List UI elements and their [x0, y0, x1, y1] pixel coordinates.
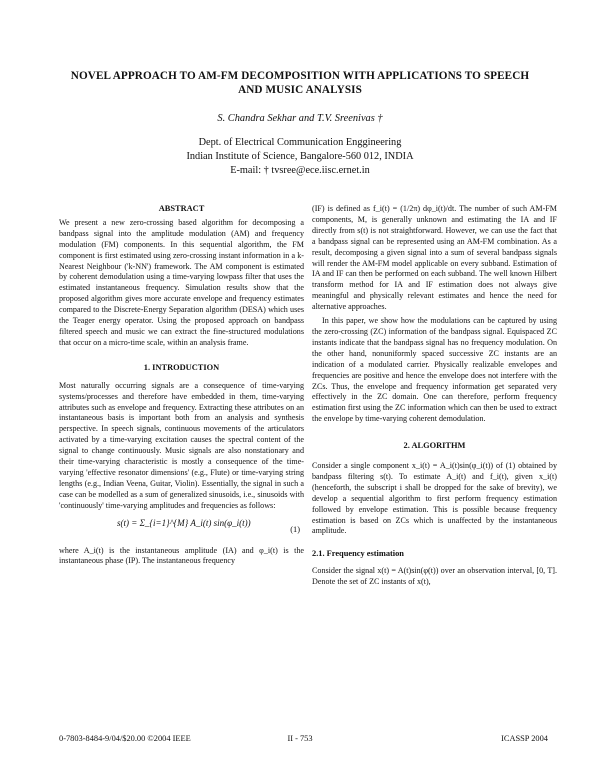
introduction-text: Most naturally occurring signals are a consequence of time-varying systems/processes and therefore have embedded in them, time-varying attributes such as envelope and frequency. Extracting these attributes on an instantaneous basis is important both from an analysis and synthesis perspective. In speech signals, continuous movements of the articulators activated by a time-varying excitation causes the spectral content of the signal to change continuously. Music signals are also nonstationary and their time-varying characteristic is mostly a consequence of the time-varying 'effective resonator dimensions' (e.g., Flute) or time-varying string lengths (e.g., Indian Veena, Guitar, Violin). Essentially, the signal in such a case can be modelled as a sum of generalized sinusoids, i.e., sinusoids with 'continuously' time-varying amplitudes and frequencies as follows: — [59, 380, 304, 510]
abstract-heading: ABSTRACT — [158, 204, 205, 213]
equation-1-formula: s(t) = Σ_{i=1}^{M} A_i(t) sin(φ_i(t)) — [117, 517, 251, 528]
left-column — [59, 204, 304, 567]
affiliation-institute: Indian Institute of Science, Bangalore-560 012, INDIA — [186, 151, 414, 162]
footer-copyright: 0-7803-8484-9/04/$20.00 ©2004 IEEE — [59, 734, 191, 743]
algorithm-text: Consider a single component x_i(t) = A_i(t)sin(φ_i(t)) of (1) obtained by bandpass filtering s(t). To estimate A_i(t) and f_i(t), given x_i(t) (henceforth, the subscript i shall be dropped for the sake of brevity), we develop a sequential algorithm to first perform frequency estimation followed by envelope estimation. This is possible because frequency estimation is based on ZCs which is unaffected by the instantaneous amplitude. — [312, 461, 557, 536]
title-line-1: NOVEL APPROACH TO AM-FM DECOMPOSITION WITH APPLICATIONS TO SPEECH — [70, 70, 530, 82]
zc-paragraph: In this paper, we show how the modulations can be captured by using the zero-crossing (ZC) information of the bandpass signal. Equispaced ZC instants indicate that the bandpass signal has no frequency modulation. On the other hand, nonuniformly spaced successive ZC instants are an indication of a modulated carrier. Physically realizable envelopes and frequencies are positive and hence the envelope does not interfere with the ZCs. Thus, the envelope and frequency information get separated very effectively in the ZC domain. One can therefore, perform frequency estimation first using the ZC information which can then be used to extract the envelope by time-varying coherent demodulation. — [312, 316, 557, 424]
equation-1 — [59, 512, 304, 546]
title-line-2: AND MUSIC ANALYSIS — [238, 84, 362, 96]
authors: S. Chandra Sekhar and T.V. Sreenivas † — [217, 113, 383, 124]
footer-page-number: II - 753 — [287, 734, 313, 743]
affiliation-dept: Dept. of Electrical Communication Enggineering — [198, 137, 402, 148]
post-equation-text: where A_i(t) is the instantaneous amplitude (IA) and φ_i(t) is the instantaneous phase (IP). The instantaneous frequency — [59, 545, 304, 566]
equation-1-number: (1) — [290, 524, 300, 534]
right-column — [312, 204, 557, 588]
paper-title — [40, 69, 560, 97]
algorithm-heading: 2. ALGORITHM — [403, 441, 466, 451]
abstract-text: We present a new zero-crossing based algorithm for decomposing a bandpass signal into the amplitude modulation (AM) and frequency modulation (FM) components. In this sequential algorithm, the FM component is first estimated using zero-crossing instant information in a k-Nearest Neighbour ('k-NN') framework. The AM component is estimated by coherent demodulation using a time-varying lowpass filter that uses the estimated instantaneous frequency. Simulation results show that the proposed algorithm gives more accurate envelope and frequency estimates compared to the Discrete-Energy Separation algorithm (DESA) which uses the Teager energy operator. Using the proposed approach on bandpass filtered speech and music we can extract the fine-structured modulations that occur on a micro-time scale, within an analysis frame. — [59, 217, 304, 347]
affiliation — [0, 136, 600, 178]
intro-continued-text: (IF) is defined as f_i(t) = (1/2π) dφ_i(t)/dt. The number of such AM-FM components, M, is generally unknown and estimating the IA and IF directly from s(t) is not straightforward. However, we can use the fact that a bandpass signal can be represented using an AM-FM combination. As a result, decomposing a given signal into a sum of several bandpass signals will render the AM-FM model applicable on every subband. Estimation of IA and IF can then be performed on each subband. The well known Hilbert transform method for IA and IF estimation does not always give meaningful and physically relevant estimates and hence the need for alternative approaches. — [312, 204, 557, 312]
introduction-heading: 1. INTRODUCTION — [143, 362, 220, 372]
footer-conference: ICASSP 2004 — [501, 734, 548, 743]
affiliation-email: E-mail: † tvsree@ece.iisc.ernet.in — [230, 165, 370, 176]
frequency-estimation-heading: 2.1. Frequency estimation — [312, 549, 404, 559]
frequency-estimation-text: Consider the signal x(t) = A(t)sin(φ(t)) over an observation interval, [0, T]. Denote the set of ZC instants of x(t), — [312, 566, 557, 587]
